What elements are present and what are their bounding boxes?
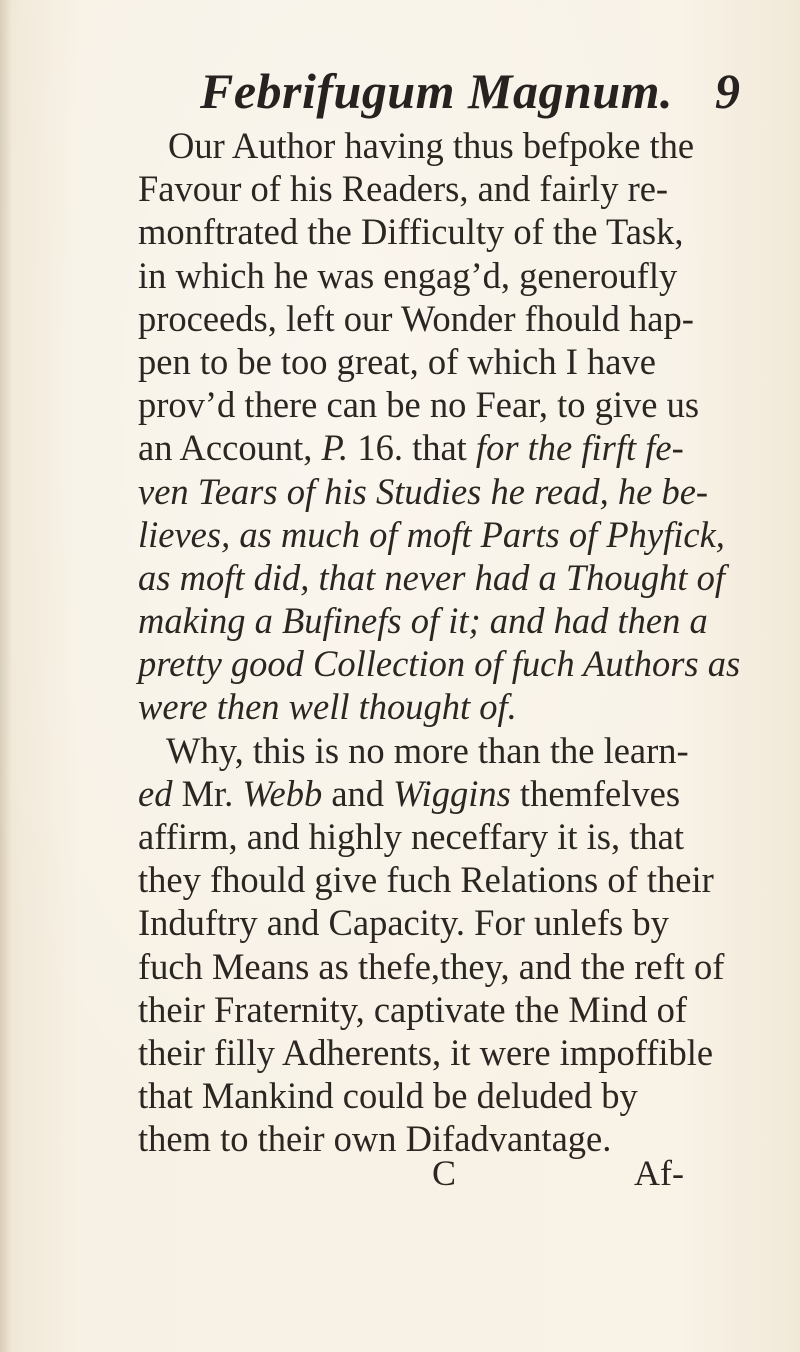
- quoted-line: were then well thought of.: [138, 686, 517, 728]
- text-line: Favour of his Readers, and fairly re-: [138, 168, 669, 210]
- quoted-line: as moft did, that never had a Thought of: [138, 556, 726, 598]
- text-line: their Fraternity, captivate the Mind of: [138, 988, 688, 1030]
- text-run: themfelves: [510, 772, 681, 814]
- text-run: and: [322, 772, 394, 814]
- text-run: an Account,: [138, 427, 322, 469]
- text-line: their filly Adherents, it were impoffible: [138, 1031, 714, 1073]
- text-run: Mr.: [172, 772, 243, 814]
- quoted-line: lieves, as much of moft Parts of Phyfick,: [138, 513, 725, 555]
- text-line: monftrated the Difficulty of the Task,: [138, 211, 684, 253]
- page-footer: [0, 1152, 800, 1202]
- text-line: Why, this is no more than the learn-: [166, 729, 689, 771]
- catchword: Af-: [634, 1153, 684, 1193]
- text-line: [138, 772, 748, 815]
- text-line: [138, 426, 748, 469]
- text-line: affirm, and highly neceffary it is, that: [138, 816, 684, 857]
- text-run: ed: [138, 772, 173, 814]
- page-text: [138, 124, 748, 1161]
- text-line: them to their own Difadvantage.: [138, 1118, 612, 1160]
- page-edge-shadow: [0, 0, 12, 1352]
- text-line: prov’d there can be no Fear, to give us: [138, 384, 700, 426]
- paragraph-1: [138, 124, 748, 729]
- paragraph-2: [138, 729, 748, 1161]
- quoted-line: pretty good Collection of fuch Authors as: [138, 643, 741, 685]
- quoted-text: for the firft fe-: [475, 427, 684, 469]
- text-line: pen to be too great, of which I have: [138, 340, 656, 382]
- quoted-line: ven Tears of his Studies he read, he be-: [138, 470, 709, 512]
- text-line: fuch Means as thefe,they, and the reft of: [138, 945, 725, 987]
- text-line: in which he was engag’d, generoufly: [138, 254, 678, 296]
- page-header: [200, 62, 740, 120]
- person-name: Wiggins: [393, 772, 511, 814]
- quoted-line: making a Bufinefs of it; and had then a: [138, 600, 708, 642]
- text-line: that Mankind could be deluded by: [138, 1075, 638, 1117]
- text-line: Our Author having thus befpoke the: [168, 125, 695, 166]
- text-run: 16. that: [348, 427, 476, 469]
- person-name: Webb: [242, 772, 323, 814]
- page-number: 9: [715, 63, 740, 119]
- text-line: Induftry and Capacity. For unlefs by: [138, 902, 669, 944]
- signature-mark: C: [432, 1153, 457, 1193]
- running-head: Febrifugum Magnum.: [200, 63, 674, 119]
- text-line: they fhould give fuch Relations of their: [138, 859, 714, 901]
- text-line: proceeds, left our Wonder fhould hap-: [138, 297, 694, 339]
- page-reference: P.: [321, 427, 349, 469]
